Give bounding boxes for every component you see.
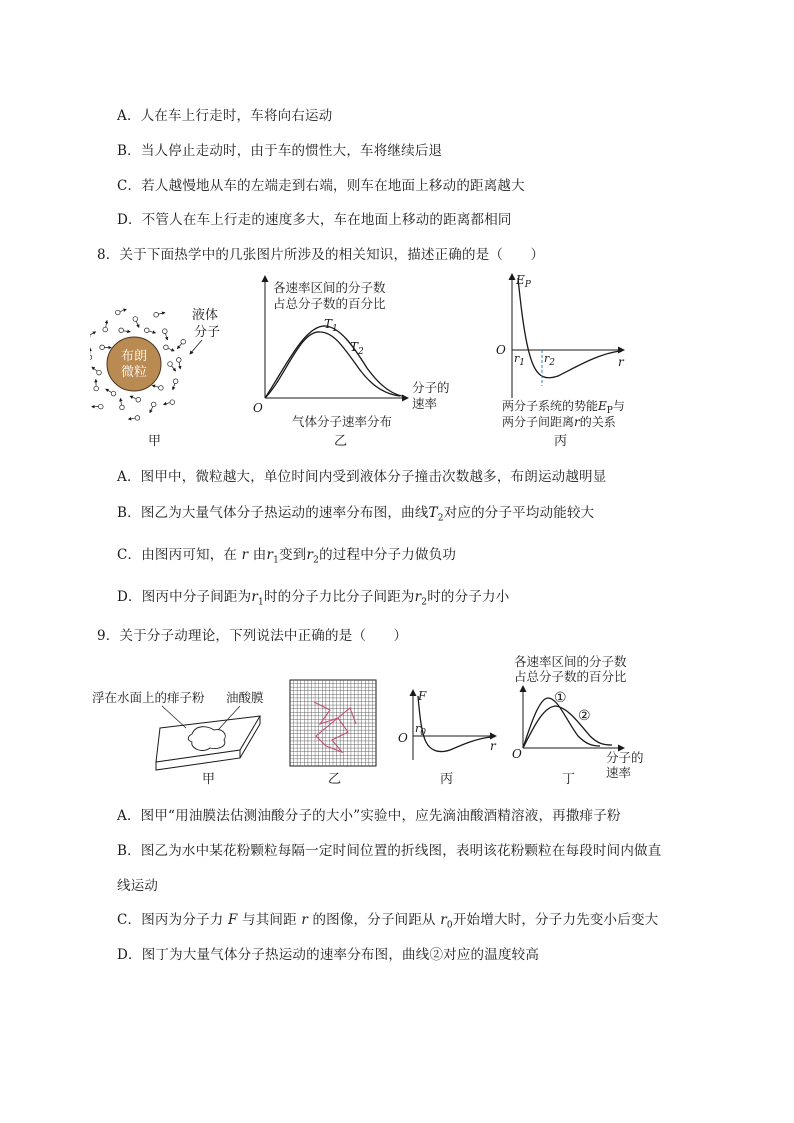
prev-option-b: B．当人停止走动时，由于车的惯性大，车将继续后退 (117, 143, 443, 159)
bing-xlabel: r (618, 355, 624, 369)
ding-curve2-label: ② (578, 708, 591, 724)
q8-fig-jia (90, 307, 220, 449)
q9-fig-jia (92, 690, 264, 787)
liquid-molecule (116, 310, 121, 315)
q8-option-a: A．图甲中，微粒越大，单位时间内受到液体分子撞击次数越多，布朗运动越明显 (117, 469, 607, 485)
liquid-molecule (100, 345, 105, 350)
q9-option-a: A．图甲“用油膜法估测油酸分子的大小”实验中，应先滴油酸酒精溶液，再撒痱子粉 (117, 808, 621, 824)
q8-option-c: C．由图丙可知，在 r 由$r_1$变到$r_2$的过程中分子力做负功 (117, 547, 457, 566)
ding-ylabel-1: 各速率区间的分子数 (514, 654, 627, 669)
liquid-molecule (135, 416, 140, 421)
bing9-ylabel: F (418, 689, 427, 703)
q8-figures (90, 268, 650, 454)
molecule-velocity-arrow (120, 399, 121, 405)
q9-caption-ding: 丁 (562, 772, 576, 787)
label-powder: 浮在水面上的痱子粉 (92, 690, 205, 705)
particle-label-1: 布朗 (120, 349, 148, 364)
molecule-velocity-arrow (106, 389, 112, 392)
liquid-molecule (154, 312, 159, 317)
molecule-velocity-arrow (152, 385, 158, 387)
bing9-r0: $r_0$ (415, 722, 426, 738)
q8-fig-yi (253, 276, 450, 449)
bing9-origin: O (398, 731, 408, 745)
q8-option-b: B．图乙为大量气体分子热运动的速率分布图，曲线$T_2$对应的分子平均动能较大 (117, 505, 595, 524)
liquid-molecule (168, 362, 173, 367)
molecule-velocity-arrow (90, 332, 96, 335)
liquid-molecule (145, 328, 150, 333)
yi-origin: O (253, 401, 263, 415)
liquid-molecule (120, 405, 125, 410)
liquid-molecule (111, 391, 116, 396)
potential-curve (518, 278, 620, 378)
molecule-velocity-arrow (124, 331, 130, 332)
q9-stem: 9．关于分子动理论，下列说法中正确的是（ ） (97, 628, 408, 644)
bing-origin: O (496, 343, 506, 357)
liquid-label-1: 液体 (192, 308, 219, 323)
liquid-molecule (119, 328, 124, 333)
q8-stem: 8．关于下面热学中的几张图片所涉及的相关知识，描述正确的是（ ） (97, 247, 545, 263)
q9-fig-bing (398, 689, 497, 787)
ding-xlabel-2: 速率 (606, 765, 632, 780)
liquid-molecule (103, 327, 108, 332)
liquid-molecule (99, 404, 104, 409)
liquid-molecule (133, 317, 138, 322)
prev-option-c: C．若人越慢地从车的左端走到右端，则车在地面上移动的距离越大 (117, 178, 525, 194)
molecule-velocity-arrow (166, 334, 168, 340)
molecule-velocity-arrow (173, 384, 175, 390)
liquid-molecule (90, 355, 92, 360)
liquid-molecule (173, 379, 178, 384)
bing9-xlabel: r (490, 739, 496, 753)
liquid-molecule (181, 339, 186, 344)
molecule-velocity-arrow (130, 396, 136, 399)
molecule-velocity-arrow (106, 321, 107, 327)
liquid-molecule (163, 329, 168, 334)
liquid-molecule (159, 386, 164, 391)
q9-caption-bing: 丙 (440, 772, 454, 787)
liquid-molecule (97, 370, 102, 375)
q9-figures (90, 650, 650, 790)
liquid-label-2: 分子 (194, 325, 221, 340)
molecule-velocity-arrow (159, 313, 165, 315)
liquid-molecule (94, 386, 99, 391)
liquid-molecule (177, 358, 182, 363)
yi-title: 气体分子速率分布 (292, 414, 393, 429)
q9-fig-ding (512, 654, 644, 787)
molecule-velocity-arrow (168, 348, 174, 351)
q8-fig-bing (496, 273, 625, 449)
curve-t1-label: $T_1$ (324, 317, 338, 334)
molecule-velocity-arrow (129, 418, 135, 419)
q9-option-c: C．图丙为分子力 F 与其间距 r 的图像，分子间距从 $r_0$开始增大时，分子力先变小后变大 (117, 912, 659, 931)
yi-xlabel-1: 分子的 (412, 380, 450, 395)
brownian-particle (107, 337, 161, 391)
bing-desc-2: 两分子间距离r的关系 (502, 415, 616, 429)
q9-option-d: D．图丁为大量气体分子热运动的速率分布图，曲线②对应的温度较高 (117, 947, 540, 963)
ding-origin: O (512, 747, 522, 761)
molecule-velocity-arrow (150, 407, 153, 413)
bing-r2: $r_2$ (544, 352, 555, 368)
yi-ylabel-2: 占总分子数的百分比 (273, 296, 386, 311)
q9-caption-yi: 乙 (328, 772, 342, 787)
force-curve (418, 696, 492, 752)
q9-fig-yi (290, 680, 376, 787)
q8-caption-yi: 乙 (334, 434, 348, 449)
bing-desc-1: 两分子系统的势能$E_P$与 (502, 399, 625, 416)
yi-ylabel-1: 各速率区间的分子数 (273, 280, 386, 295)
liquid-molecule (136, 397, 141, 402)
molecule-velocity-arrow (92, 367, 97, 371)
curve-t2-label: $T_2$ (350, 340, 364, 357)
ding-xlabel-1: 分子的 (606, 750, 644, 765)
q8-caption-jia: 甲 (148, 434, 162, 449)
q8-caption-bing: 丙 (554, 434, 568, 449)
liquid-molecule (151, 402, 156, 407)
prev-option-a: A．人在车上行走时，车将向右运动 (117, 108, 333, 124)
molecule-velocity-arrow (149, 331, 155, 333)
oil-film (188, 727, 225, 751)
ding-ylabel-2: 占总分子数的百分比 (514, 669, 627, 684)
yi-xlabel-2: 速率 (412, 396, 438, 411)
molecule-velocity-arrow (179, 362, 180, 369)
liquid-molecule (170, 400, 175, 405)
molecule-velocity-arrow (177, 344, 181, 349)
q8-option-d: D．图丙中分子间距为$r_1$时的分子力比分子间距为$r_2$时的分子力小 (117, 589, 510, 608)
molecule-velocity-arrow (172, 366, 176, 371)
q9-caption-jia: 甲 (202, 772, 216, 787)
bing-r1: $r_1$ (514, 352, 525, 368)
q9-option-b-cont: 线运动 (117, 878, 159, 894)
particle-label-2: 微粒 (120, 365, 148, 380)
molecule-velocity-arrow (120, 309, 126, 311)
liquid-molecule (164, 345, 169, 350)
label-film: 油酸膜 (226, 690, 264, 705)
molecule-velocity-arrow (164, 403, 170, 405)
bing-ylabel: $E_P$ (516, 273, 531, 290)
ding-curve1-label: ① (554, 690, 567, 706)
q9-option-b: B．图乙为水中某花粉颗粒每隔一定时间位置的折线图，表明该花粉颗粒在每段时间内做直 (117, 843, 662, 859)
prev-option-d: D．不管人在车上行走的速度多大，车在地面上移动的距离都相同 (117, 212, 512, 228)
molecule-velocity-arrow (136, 321, 139, 327)
